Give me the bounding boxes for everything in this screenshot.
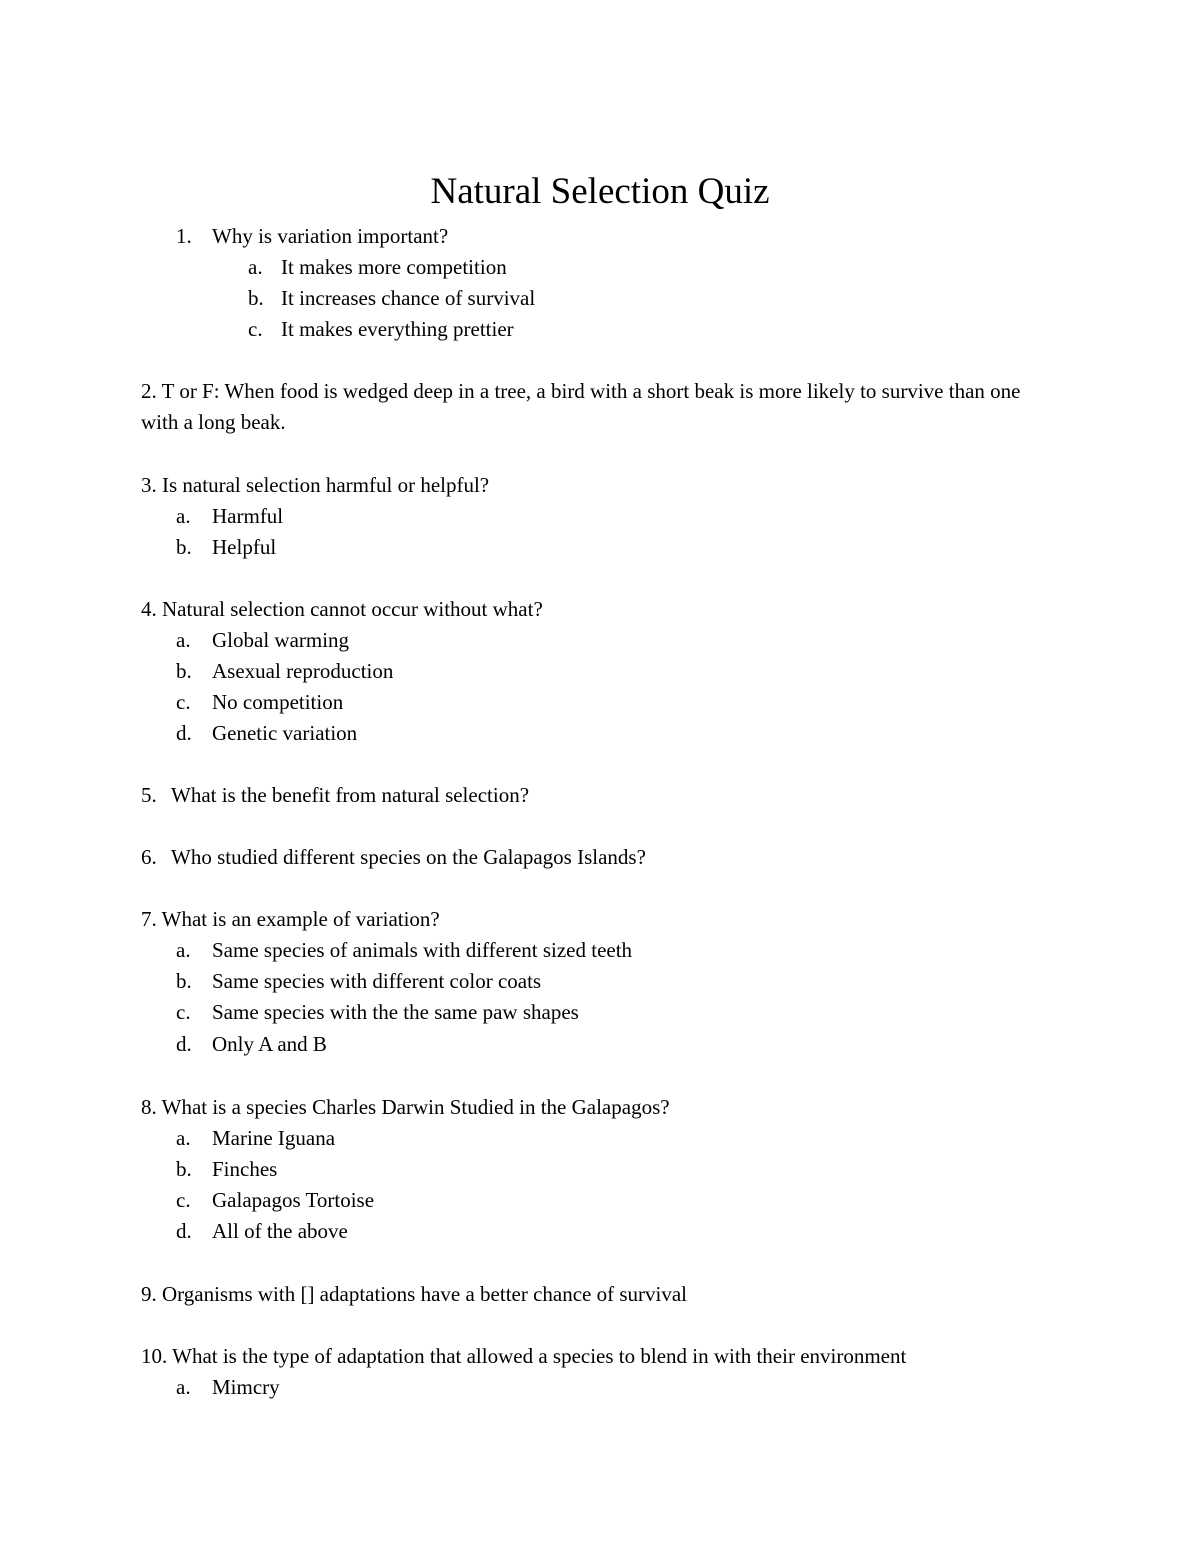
option-text: Global warming — [212, 628, 350, 652]
question-9 — [141, 1279, 1041, 1310]
option-4b — [176, 656, 976, 687]
option-letter: c. — [176, 1188, 191, 1212]
option-8c — [176, 1185, 976, 1216]
option-text: Marine Iguana — [212, 1126, 336, 1150]
option-letter: a. — [176, 938, 191, 962]
question-3 — [141, 470, 1041, 501]
option-letter: b. — [176, 1157, 192, 1181]
question-text: 3. Is natural selection harmful or helpful? — [141, 473, 490, 497]
option-text: Genetic variation — [212, 721, 358, 745]
option-1b — [248, 283, 1048, 314]
option-letter: a. — [248, 255, 263, 279]
option-text: It makes more competition — [281, 255, 507, 279]
option-4d — [176, 718, 976, 749]
option-letter: c. — [176, 690, 191, 714]
question-text: 9. Organisms with [] adaptations have a better chance of survival — [141, 1282, 688, 1306]
option-8d — [176, 1216, 976, 1247]
option-text: Helpful — [212, 535, 277, 559]
question-4 — [141, 594, 1041, 625]
option-10a — [176, 1372, 976, 1403]
option-text: Asexual reproduction — [212, 659, 394, 683]
question-text: Who studied different species on the Galapagos Islands? — [171, 845, 646, 869]
option-4a — [176, 625, 976, 656]
option-text: It increases chance of survival — [281, 286, 536, 310]
option-letter: d. — [176, 1032, 192, 1056]
option-3b — [176, 532, 976, 563]
option-text: Mimcry — [212, 1375, 280, 1399]
question-6 — [141, 842, 1041, 873]
option-text: Finches — [212, 1157, 278, 1181]
option-text: No competition — [212, 690, 344, 714]
option-8a — [176, 1123, 976, 1154]
option-text: Harmful — [212, 504, 284, 528]
option-text: It makes everything prettier — [281, 317, 514, 341]
option-letter: c. — [248, 317, 263, 341]
question-text: 4. Natural selection cannot occur without what? — [141, 597, 543, 621]
quiz-title: Natural Selection Quiz — [430, 171, 770, 212]
option-letter: a. — [176, 628, 191, 652]
option-7c — [176, 997, 976, 1028]
option-8b — [176, 1154, 976, 1185]
question-text: What is the benefit from natural selection? — [171, 783, 530, 807]
option-text: Only A and B — [212, 1032, 327, 1056]
option-letter: a. — [176, 1375, 191, 1399]
question-text: 10. What is the type of adaptation that allowed a species to blend in with their environment — [141, 1344, 907, 1368]
option-4c — [176, 687, 976, 718]
question-number: 5. — [141, 783, 157, 807]
option-letter: b. — [248, 286, 264, 310]
option-1a — [248, 252, 1048, 283]
option-3a — [176, 501, 976, 532]
option-letter: a. — [176, 504, 191, 528]
question-number: 6. — [141, 845, 157, 869]
option-letter: b. — [176, 969, 192, 993]
option-letter: d. — [176, 1219, 192, 1243]
option-letter: c. — [176, 1000, 191, 1024]
option-text: All of the above — [212, 1219, 348, 1243]
option-letter: b. — [176, 659, 192, 683]
option-text: Same species of animals with different sized teeth — [212, 938, 633, 962]
option-1c — [248, 314, 1048, 345]
question-text: Why is variation important? — [212, 224, 449, 248]
option-7a — [176, 935, 976, 966]
question-5 — [141, 780, 1041, 811]
question-number: 1. — [176, 224, 192, 248]
question-8 — [141, 1092, 1041, 1123]
option-letter: d. — [176, 721, 192, 745]
question-10 — [141, 1341, 1061, 1372]
question-2: 2. T or F: When food is wedged deep in a tree, a bird with a short beak is more likely to survive than one with a long beak. — [141, 379, 1021, 434]
question-text: 7. What is an example of variation? — [141, 907, 440, 931]
option-7d — [176, 1029, 976, 1060]
question-text: 8. What is a species Charles Darwin Studied in the Galapagos? — [141, 1095, 670, 1119]
option-letter: b. — [176, 535, 192, 559]
question-1 — [176, 221, 1076, 252]
option-text: Same species with the the same paw shapes — [212, 1000, 579, 1024]
option-text: Galapagos Tortoise — [212, 1188, 375, 1212]
option-text: Same species with different color coats — [212, 969, 542, 993]
option-letter: a. — [176, 1126, 191, 1150]
question-7 — [141, 904, 1041, 935]
option-7b — [176, 966, 976, 997]
